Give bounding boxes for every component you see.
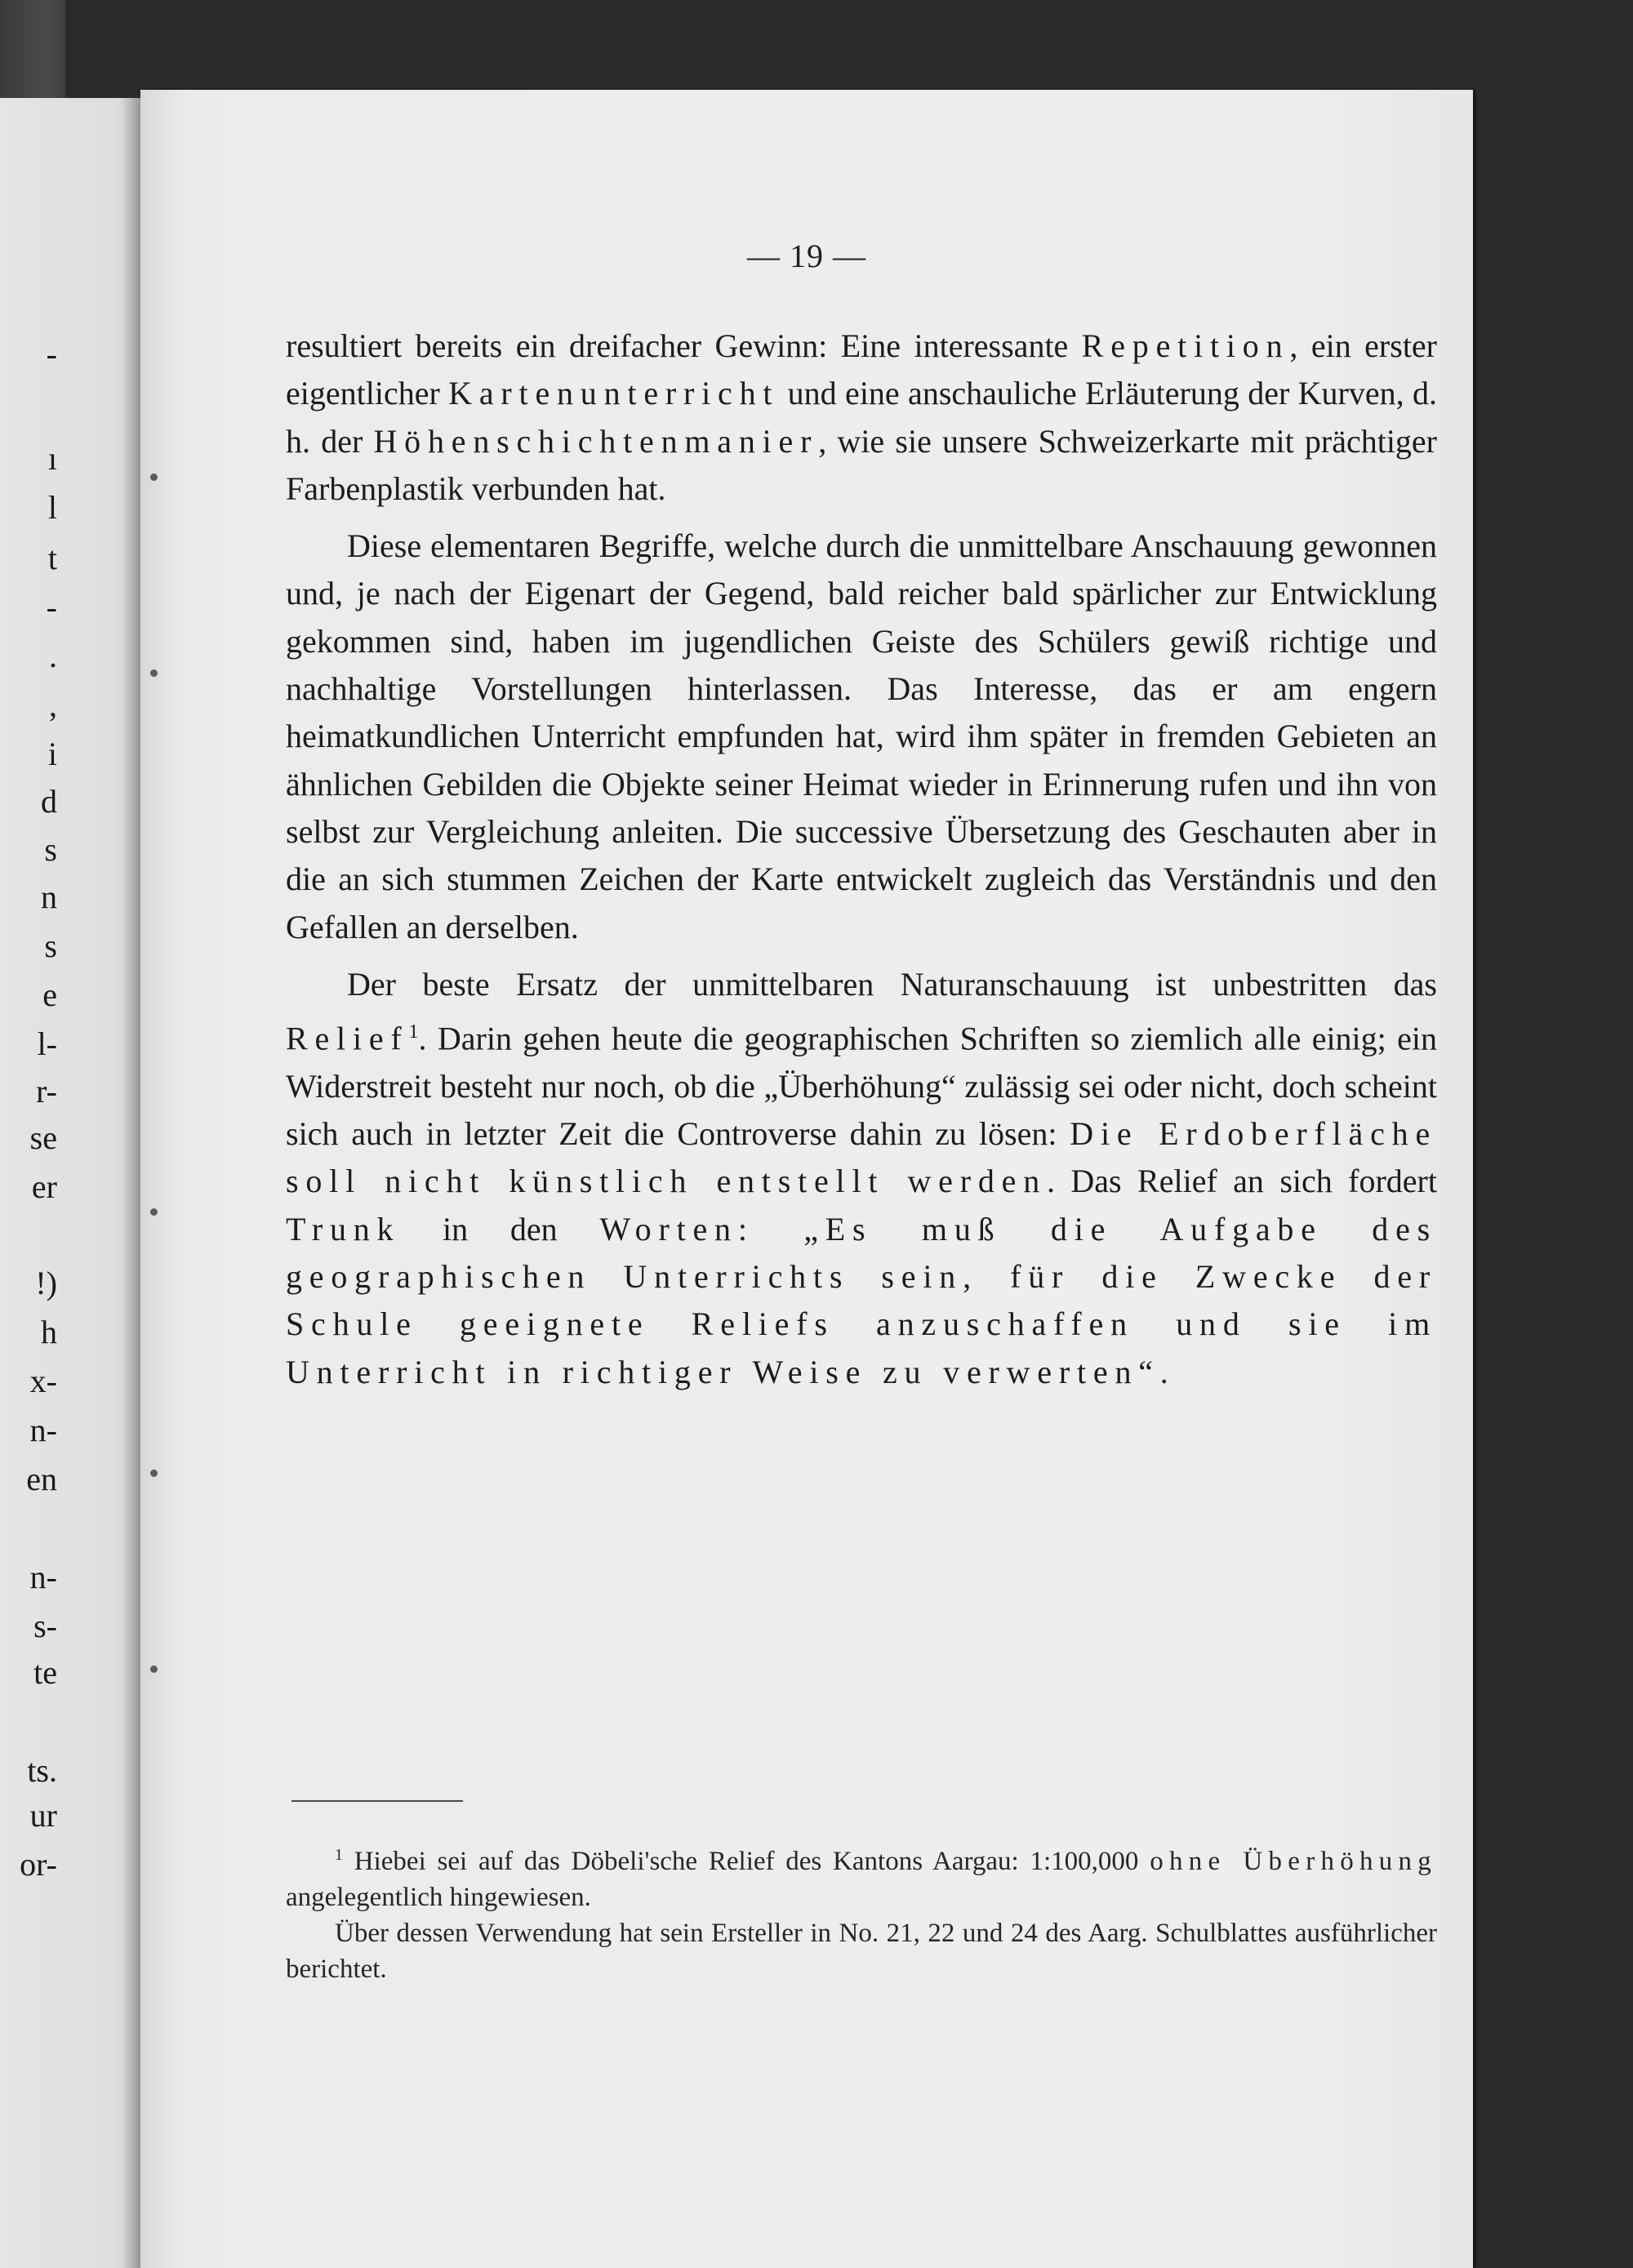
facing-page-fragment: se bbox=[29, 1119, 57, 1156]
footnote-marker: 1 bbox=[335, 1846, 343, 1864]
facing-page-fragment: n- bbox=[29, 1559, 57, 1595]
facing-page-fragment: er bbox=[31, 1168, 57, 1205]
facing-page-fragment: x- bbox=[29, 1363, 57, 1399]
spaced-quote: Worten: „Es muß die Aufgabe des geographischen Unterrichts sein, für die Zwecke der Schule geeignete Reliefs anzuschaffen und sie im Unterricht in richtiger Weise zu verwerten“. bbox=[286, 1210, 1437, 1390]
facing-page-fragment: ts. bbox=[27, 1752, 57, 1789]
facing-page-fragment: ur bbox=[29, 1797, 57, 1834]
text-run: in den bbox=[400, 1210, 600, 1247]
footnote-1 bbox=[286, 1837, 1437, 1915]
spaced-term: Trunk bbox=[286, 1210, 401, 1247]
facing-page-fragment: s bbox=[44, 831, 57, 868]
footnote-2: Über dessen Verwendung hat sein Ersteller in No. 21, 22 und 24 des Aarg. Schulblattes ausführlicher berichtet. bbox=[286, 1919, 1437, 1984]
text-run: . Das Relief an sich fordert bbox=[1047, 1163, 1437, 1200]
text-run: resultiert bereits ein dreifacher Gewinn: Eine interessante bbox=[286, 327, 1082, 364]
footnotes bbox=[286, 1837, 1437, 1987]
facing-page-fragment: l- bbox=[37, 1025, 57, 1062]
facing-page-fragment: r- bbox=[36, 1073, 57, 1110]
paragraph-3 bbox=[286, 961, 1437, 1396]
facing-page-fragment: n bbox=[41, 878, 57, 915]
facing-page-fragment: en bbox=[26, 1461, 57, 1497]
text-run: . Darin gehen heute die geographischen Schriften so ziemlich alle einig; ein Widerstreit besteht nur noch, ob die „Überhöhung“ zulässig sei oder nicht, doch scheint sich auch in letzter Zeit die Controverse dahin zu lösen: bbox=[286, 1020, 1437, 1153]
binding-mark bbox=[150, 669, 158, 677]
facing-page-fragment: - bbox=[46, 589, 57, 625]
binding-mark bbox=[150, 1470, 158, 1477]
facing-page-fragment: e bbox=[42, 976, 57, 1013]
facing-page-fragment: . bbox=[49, 638, 57, 674]
text-run: Der beste Ersatz der unmittelbaren Naturanschauung ist unbestritten das bbox=[347, 965, 1437, 1003]
facing-page-fragment: ı bbox=[47, 440, 57, 477]
page-number: — 19 — bbox=[747, 238, 866, 274]
binding-mark bbox=[150, 1665, 158, 1673]
text-run: , wie sie unsere Schweizerkarte mit prächtiger Farbenplastik verbunden hat. bbox=[286, 422, 1438, 507]
spaced-term: Die Erdoberfläche soll nicht künstlich entstellt werden bbox=[286, 1115, 1437, 1200]
facing-page-fragment: s bbox=[44, 927, 57, 964]
facing-page-fragment: i bbox=[47, 736, 57, 772]
body-text bbox=[286, 322, 1437, 1396]
facing-page-fragment: or- bbox=[20, 1846, 57, 1883]
facing-page-fragment: !) bbox=[35, 1265, 57, 1301]
text-run: und eine anschauliche Erläuterung der Kurven, d. h. der bbox=[286, 375, 1437, 460]
book-page bbox=[140, 90, 1473, 2268]
facing-page-fragment: s- bbox=[33, 1608, 57, 1644]
spaced-term: Höhenschichtenmanier bbox=[373, 422, 819, 460]
facing-page-fragment: h bbox=[41, 1314, 57, 1350]
facing-page-fragment: d bbox=[41, 783, 57, 820]
paragraph-1 bbox=[286, 322, 1437, 513]
facing-page-fragment: - bbox=[46, 336, 57, 372]
facing-page-fragment: l bbox=[47, 489, 57, 526]
spaced-term: Relief bbox=[286, 1020, 409, 1057]
facing-page-fragment: n- bbox=[29, 1412, 57, 1448]
spaced-term: Kartenunterricht bbox=[448, 375, 780, 412]
text-run: Hiebei sei auf das Döbeli'sche Relief des Kantons Aargau: 1:100,000 bbox=[343, 1847, 1150, 1876]
facing-page-fragment: te bbox=[33, 1654, 57, 1691]
binding-mark bbox=[150, 1208, 158, 1216]
facing-page-fragment: t bbox=[47, 540, 57, 576]
paragraph-2: Diese elementaren Begriffe, welche durch die unmittelbare Anschauung gewonnen und, je nach der Eigenart der Gegend, bald reicher bald spärlicher zur Entwicklung gekommen sind, haben im jugendlichen Geiste des Schülers gewiß richtige und nachhaltige Vorstellungen hinterlassen. Das Interesse, das er am engern heimatkundlichen Unterricht empfunden hat, wird ihm später in fremden Gebieten an ähnlichen Gebilden die Objekte seiner Heimat wieder in Erinnerung rufen und ihn von selbst zur Vergleichung anleiten. Die successive Übersetzung des Geschauten aber in die an sich stummen Zeichen der Karte entwickelt zugleich das Verständnis und den Gefallen an derselben. bbox=[286, 527, 1437, 945]
spaced-term: Repetition bbox=[1081, 327, 1290, 364]
text-run: , ein erster eigentlicher bbox=[286, 327, 1438, 412]
spaced-term: ohne Überhöhung bbox=[1150, 1847, 1438, 1876]
binding-mark bbox=[150, 474, 158, 481]
text-run: angelegentlich hingewiesen. bbox=[286, 1883, 591, 1912]
footnote-divider bbox=[291, 1800, 463, 1802]
facing-page-fragment: , bbox=[49, 687, 57, 723]
footnote-reference: 1 bbox=[408, 1021, 419, 1043]
